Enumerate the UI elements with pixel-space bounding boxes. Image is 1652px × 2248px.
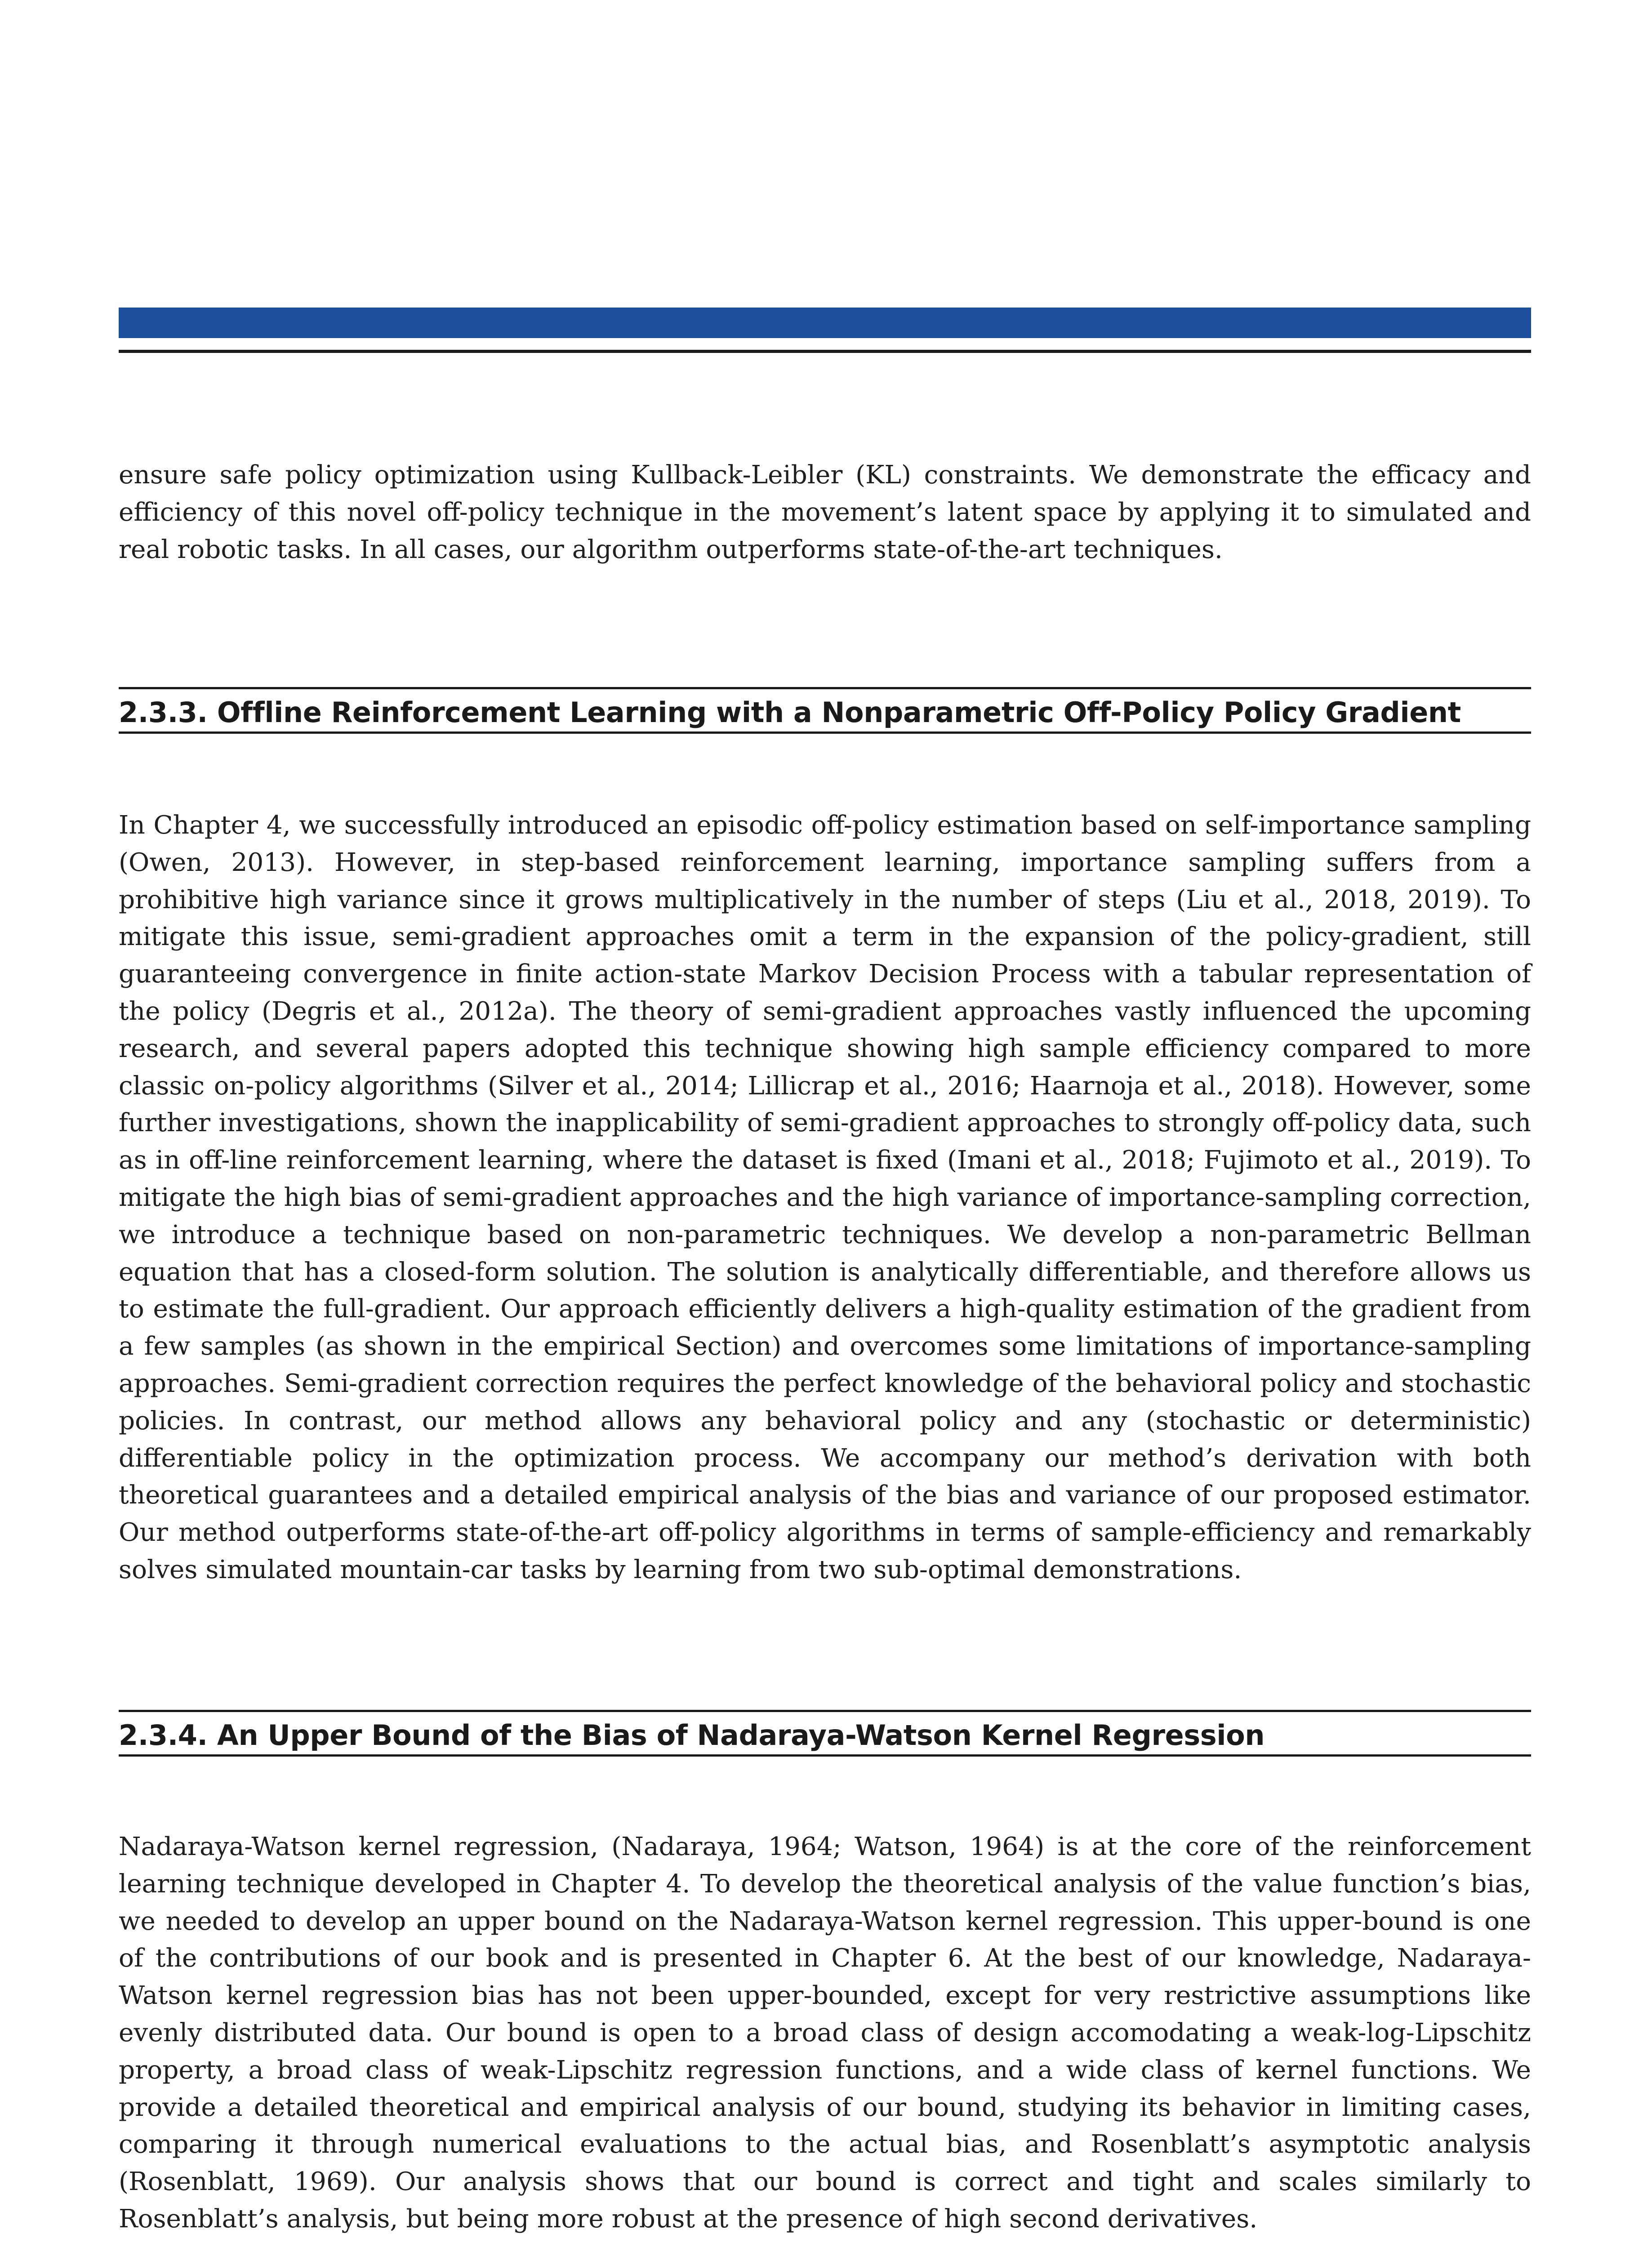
intro-paragraph: ensure safe policy optimization using Kullback-Leibler (KL) constraints. We demonstrate the efficacy and efficiency of this novel off-policy technique in the movement’s latent space by applying it to simulated and real robotic tasks. In all cases, our algorithm outperforms state-of-the-art techniques.	[119, 460, 1531, 564]
section-title-2-3-4: 2.3.4. An Upper Bound of the Bias of Nadaraya-Watson Kernel Regression	[119, 1719, 1265, 1752]
section-heading-2-3-3	[119, 687, 1531, 734]
header-rule	[119, 350, 1531, 353]
section-body-2-3-3: In Chapter 4, we successfully introduced an episodic off-policy estimation based on self-importance sampling (Owen, 2013). However, in step-based reinforcement learning, importance sampling suffers from a prohibitive high variance since it grows multiplicatively in the number of steps (Liu et al., 2018, 2019). To mitigate this issue, semi-gradient approaches omit a term in the expansion of the policy-gradient, still guaranteeing convergence in finite action-state Markov Decision Process with a tabular representation of the policy (Degris et al., 2012a). The theory of semi-gradient approaches vastly influenced the upcoming research, and several papers adopted this technique showing high sample efficiency compared to more classic on-policy algorithms (Silver et al., 2014; Lillicrap et al., 2016; Haarnoja et al., 2018). However, some further investigations, shown the inapplicability of semi-gradient approaches to strongly off-policy data, such as in off-line reinforcement learning, where the dataset is fixed (Imani et al., 2018; Fujimoto et al., 2019). To mitigate the high bias of semi-gradient approaches and the high variance of importance-sampling correction, we introduce a technique based on non-parametric techniques. We develop a non-parametric Bellman equation that has a closed-form solution. The solution is analytically differentiable, and therefore allows us to estimate the full-gradient. Our approach efficiently delivers a high-quality estimation of the gradient from a few samples (as shown in the empirical Section) and overcomes some limitations of importance-sampling approaches. Semi-gradient correction requires the perfect knowledge of the behavioral policy and stochastic policies. In contrast, our method allows any behavioral policy and any (stochastic or deterministic) differentiable policy in the optimization process. We accompany our method’s derivation with both theoretical guarantees and a detailed empirical analysis of the bias and variance of our proposed estimator. Our method outperforms state-of-the-art off-policy algorithms in terms of sample-efficiency and remarkably solves simulated mountain-car tasks by learning from two sub-optimal demonstrations.	[119, 811, 1531, 1584]
section-body-2-3-4: Nadaraya-Watson kernel regression, (Nadaraya, 1964; Watson, 1964) is at the core of the reinforcement learning technique developed in Chapter 4. To develop the theoretical analysis of the value function’s bias, we needed to develop an upper bound on the Nadaraya-Watson kernel regression. This upper-bound is one of the contributions of our book and is presented in Chapter 6. At the best of our knowledge, Nadaraya-Watson kernel regression bias has not been upper-bounded, except for very restrictive assumptions like evenly distributed data. Our bound is open to a broad class of design accomodating a weak-log-Lipschitz property, a broad class of weak-Lipschitz regression functions, and a wide class of kernel functions. We provide a detailed theoretical and empirical analysis of our bound, studying its behavior in limiting cases, comparing it through numerical evaluations to the actual bias, and Rosenblatt’s asymptotic analysis (Rosenblatt, 1969). Our analysis shows that our bound is correct and tight and scales similarly to Rosenblatt’s analysis, but being more robust at the presence of high second derivatives.	[119, 1832, 1531, 2234]
section-title-2-3-3: 2.3.3. Offline Reinforcement Learning with a Nonparametric Off-Policy Policy Gradient	[119, 696, 1461, 729]
header-color-bar	[119, 308, 1531, 338]
section-heading-2-3-4	[119, 1710, 1531, 1757]
